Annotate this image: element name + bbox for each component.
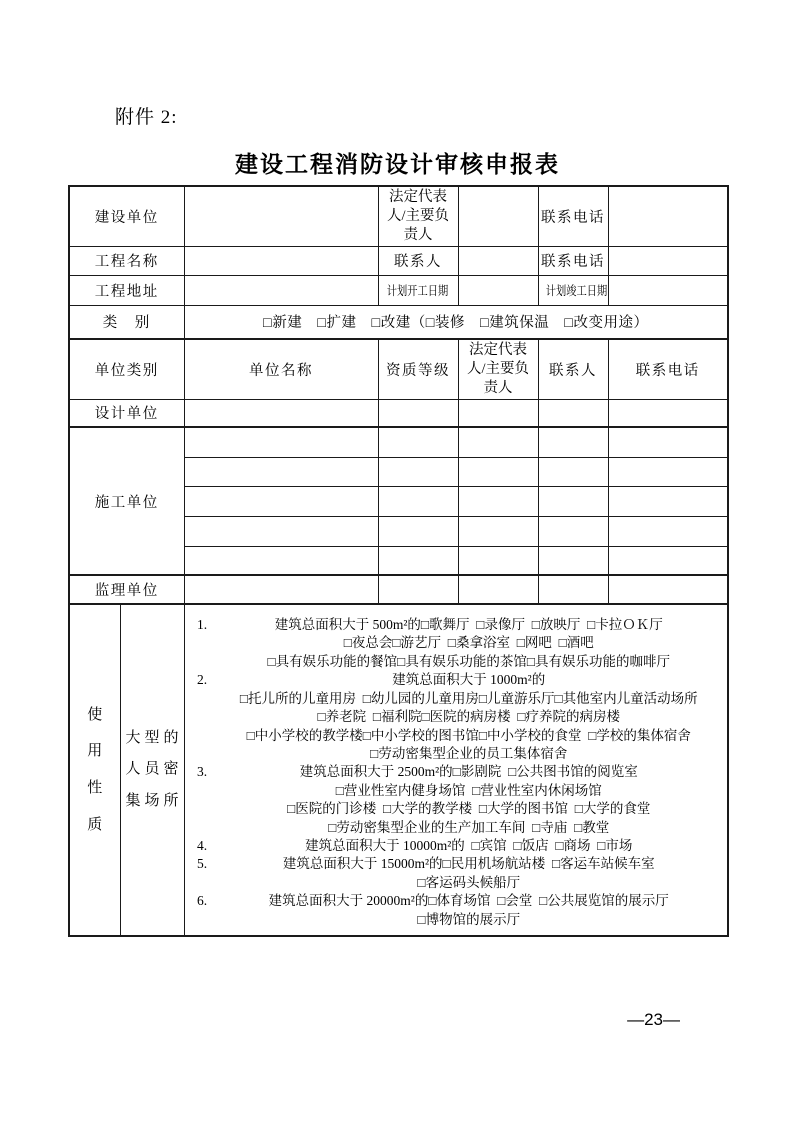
- usage-line: □中小学校的教学楼□中小学校的图书馆□中小学校的食堂 □学校的集体宿舍: [246, 727, 691, 743]
- contact-person-value-cell: [458, 246, 538, 275]
- row-construction-unit: [69, 186, 728, 246]
- contractor-legal-rep-cell-3: [458, 486, 538, 516]
- row-project-name: [69, 246, 728, 275]
- supervision-unit-contact-cell: [538, 575, 608, 604]
- row-construction-contractor-1: [69, 427, 728, 457]
- item-number: 2.: [196, 672, 208, 688]
- contact-header: 联系人: [538, 339, 608, 399]
- contractor-legal-rep-cell-1: [458, 427, 538, 457]
- design-unit-phone-cell: [608, 399, 728, 427]
- usage-line: □托儿所的儿童用房 □幼儿园的儿童用房□儿童游乐厅□其他室内儿童活动场所: [239, 690, 698, 706]
- contractor-legal-rep-cell-5: [458, 546, 538, 575]
- sub-label-line-3: 集场所: [125, 792, 183, 809]
- contractor-phone-cell-3: [608, 486, 728, 516]
- construction-unit-value-cell: [184, 186, 378, 246]
- unit-type-header: 单位类别: [69, 339, 184, 399]
- usage-checklist-cell: [184, 604, 728, 936]
- item-number: 1.: [196, 617, 208, 633]
- legal-rep-header: 法定代表人/主要负责人: [458, 339, 538, 399]
- design-unit-name-cell: [184, 399, 378, 427]
- usage-line: □具有娱乐功能的餐馆□具有娱乐功能的茶馆□具有娱乐功能的咖啡厅: [267, 653, 670, 669]
- application-form-table: [68, 185, 729, 937]
- contractor-phone-cell-1: [608, 427, 728, 457]
- contractor-phone-cell-4: [608, 516, 728, 546]
- supervision-unit-name-cell: [184, 575, 378, 604]
- usage-line: □客运码头候船厅: [417, 874, 521, 890]
- contractor-qualification-cell-2: [378, 457, 458, 486]
- attachment-label: 附件 2:: [115, 107, 178, 128]
- item-number: 3.: [196, 764, 208, 780]
- usage-item-2: [192, 671, 726, 763]
- construction-contractor-label: 施工单位: [69, 427, 184, 575]
- construction-unit-label: 建设单位: [69, 186, 184, 246]
- contractor-name-cell-5: [184, 546, 378, 575]
- phone-label-1: 联系电话: [538, 186, 608, 246]
- row-usage-nature: [69, 604, 728, 936]
- category-options: □新建 □扩建 □改建（□装修 □建筑保温 □改变用途）: [184, 305, 728, 339]
- usage-line: □劳动密集型企业的生产加工车间 □寺庙 □教堂: [328, 819, 610, 835]
- contractor-qualification-cell-5: [378, 546, 458, 575]
- contractor-contact-cell-1: [538, 427, 608, 457]
- contractor-qualification-cell-1: [378, 427, 458, 457]
- supervision-unit-phone-cell: [608, 575, 728, 604]
- item-number: 4.: [196, 837, 208, 853]
- supervision-unit-qualification-cell: [378, 575, 458, 604]
- usage-line: 建筑总面积大于 500m²的□歌舞厅 □录像厅 □放映厅 □卡拉ＯＫ厅: [274, 617, 663, 633]
- row-design-unit: [69, 399, 728, 427]
- usage-line: 建筑总面积大于 20000m²的□体育场馆 □会堂 □公共展览馆的展示厅: [268, 893, 669, 909]
- contractor-contact-cell-4: [538, 516, 608, 546]
- usage-line: 建筑总面积大于 2500m²的□影剧院 □公共图书馆的阅览室: [299, 764, 638, 780]
- usage-line: □劳动密集型企业的员工集体宿舍: [370, 745, 568, 761]
- usage-item-4: [192, 837, 726, 855]
- usage-line: □营业性室内健身场馆 □营业性室内休闲场馆: [335, 782, 602, 798]
- phone-value-cell-1: [608, 186, 728, 246]
- contractor-legal-rep-cell-2: [458, 457, 538, 486]
- legal-rep-label: 法定代表人/主要负责人: [378, 186, 458, 246]
- contractor-phone-cell-2: [608, 457, 728, 486]
- row-supervision-unit: [69, 575, 728, 604]
- contractor-contact-cell-2: [538, 457, 608, 486]
- contractor-name-cell-3: [184, 486, 378, 516]
- project-name-label: 工程名称: [69, 246, 184, 275]
- usage-item-3: [192, 763, 726, 837]
- supervision-unit-label: 监理单位: [69, 575, 184, 604]
- usage-line: □养老院 □福利院□医院的病房楼 □疗养院的病房楼: [317, 709, 621, 725]
- unit-name-header: 单位名称: [184, 339, 378, 399]
- usage-line: 建筑总面积大于 10000m²的 □宾馆 □饭店 □商场 □市场: [305, 837, 633, 853]
- project-address-label: 工程地址: [69, 275, 184, 305]
- contact-person-label: 联系人: [378, 246, 458, 275]
- usage-item-5: [192, 855, 726, 892]
- design-unit-legal-rep-cell: [458, 399, 538, 427]
- page-number: —23—: [627, 1010, 680, 1029]
- phone-label-2: 联系电话: [538, 246, 608, 275]
- completion-date-value-cell: [608, 275, 728, 305]
- qualification-header: 资质等级: [378, 339, 458, 399]
- contractor-qualification-cell-4: [378, 516, 458, 546]
- page-title: 建设工程消防设计审核申报表: [235, 151, 560, 177]
- design-unit-contact-cell: [538, 399, 608, 427]
- contractor-qualification-cell-3: [378, 486, 458, 516]
- contractor-name-cell-1: [184, 427, 378, 457]
- usage-line: 建筑总面积大于 15000m²的□民用机场航站楼 □客运车站候车室: [282, 856, 655, 872]
- supervision-unit-legal-rep-cell: [458, 575, 538, 604]
- large-crowded-place-label-cell: [120, 604, 184, 936]
- sub-label-line-1: 大型的: [125, 729, 183, 746]
- usage-nature-label: 使用性质: [87, 706, 103, 833]
- planned-completion-date-label: 计划竣工日期: [545, 283, 607, 298]
- design-unit-label: 设计单位: [69, 399, 184, 427]
- project-name-value-cell: [184, 246, 378, 275]
- sub-label-line-2: 人员密: [125, 761, 183, 778]
- contractor-name-cell-4: [184, 516, 378, 546]
- phone-header: 联系电话: [608, 339, 728, 399]
- row-project-address: [69, 275, 728, 305]
- phone-value-cell-2: [608, 246, 728, 275]
- usage-line: □夜总会□游艺厅 □桑拿浴室 □网吧 □酒吧: [343, 635, 594, 651]
- contractor-name-cell-2: [184, 457, 378, 486]
- usage-item-1: [192, 616, 726, 671]
- contractor-phone-cell-5: [608, 546, 728, 575]
- usage-line: □医院的门诊楼 □大学的教学楼 □大学的图书馆 □大学的食堂: [287, 801, 651, 817]
- legal-rep-value-cell: [458, 186, 538, 246]
- usage-line: □博物馆的展示厅: [417, 911, 521, 927]
- row-unit-table-header: [69, 339, 728, 399]
- project-address-value-cell: [184, 275, 378, 305]
- contractor-contact-cell-3: [538, 486, 608, 516]
- item-number: 5.: [196, 856, 208, 872]
- start-date-value-cell: [458, 275, 538, 305]
- row-category: [69, 305, 728, 339]
- usage-nature-label-cell: [69, 604, 120, 936]
- category-label: 类 别: [69, 305, 184, 339]
- usage-item-6: [192, 892, 726, 929]
- planned-start-date-label: 计划开工日期: [387, 283, 449, 298]
- usage-line: 建筑总面积大于 1000m²的: [392, 672, 546, 688]
- design-unit-qualification-cell: [378, 399, 458, 427]
- contractor-legal-rep-cell-4: [458, 516, 538, 546]
- item-number: 6.: [196, 893, 208, 909]
- contractor-contact-cell-5: [538, 546, 608, 575]
